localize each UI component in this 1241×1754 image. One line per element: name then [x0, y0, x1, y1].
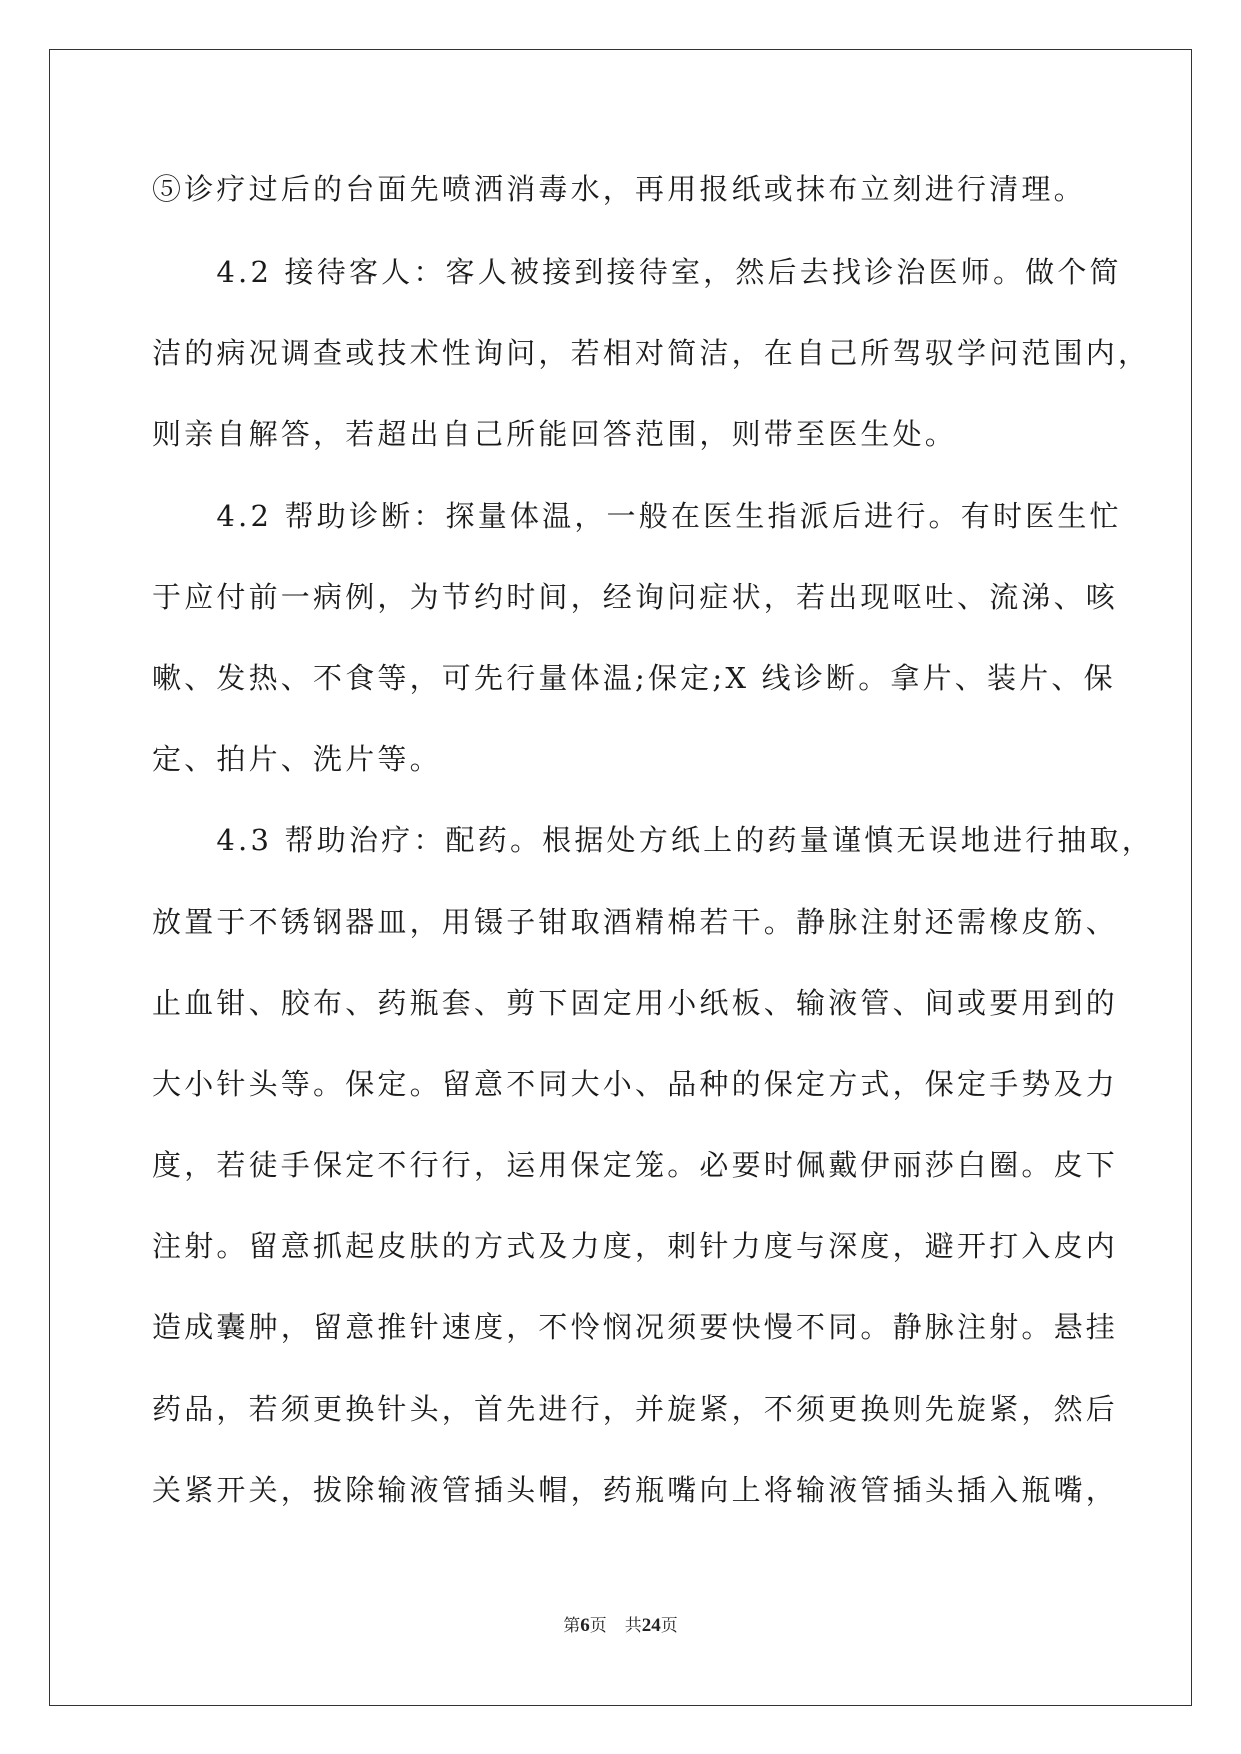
page-total: 24 — [641, 1615, 661, 1636]
page-border — [49, 49, 1192, 1706]
text-line: 定、拍片、洗片等。 — [152, 742, 442, 776]
text-line: 4.3 帮助治疗：配药。根据处方纸上的药量谨慎无误地进行抽取， — [152, 823, 1154, 857]
text-line: 度，若徒手保定不行行，运用保定笼。必要时佩戴伊丽莎白圈。皮下 — [152, 1148, 1119, 1182]
text-line: 关紧开关，拔除输液管插头帽，药瓶嘴向上将输液管插头插入瓶嘴， — [152, 1473, 1119, 1507]
text-line: ⑤诊疗过后的台面先喷洒消毒水，再用报纸或抹布立刻进行清理。 — [152, 172, 1086, 206]
text-line: 4.2 帮助诊断：探量体温，一般在医生指派后进行。有时医生忙 — [152, 499, 1122, 533]
text-line: 于应付前一病例，为节约时间，经询问症状，若出现呕吐、流涕、咳 — [152, 580, 1119, 614]
text-line: 注射。留意抓起皮肤的方式及力度，刺针力度与深度，避开打入皮内 — [152, 1229, 1119, 1263]
text-line: 造成囊肿，留意推针速度，不怜悯况须要快慢不同。静脉注射。悬挂 — [152, 1310, 1119, 1344]
text-line: 药品，若须更换针头，首先进行，并旋紧，不须更换则先旋紧，然后 — [152, 1392, 1119, 1426]
text-line: 嗽、发热、不食等，可先行量体温;保定;X 线诊断。拿片、装片、保 — [152, 661, 1116, 695]
page-unit: 页 — [589, 1616, 607, 1636]
text-line: 放置于不锈钢器皿，用镊子钳取酒精棉若干。静脉注射还需橡皮筋、 — [152, 905, 1119, 939]
page-number: 6 — [580, 1615, 590, 1636]
text-line: 大小针头等。保定。留意不同大小、品种的保定方式，保定手势及力 — [152, 1067, 1119, 1101]
total-prefix: 共 — [624, 1616, 642, 1636]
text-line: 洁的病况调查或技术性询问，若相对简洁，在自己所驾驭学问范围内， — [152, 336, 1151, 370]
text-line: 止血钳、胶布、药瓶套、剪下固定用小纸板、输液管、间或要用到的 — [152, 986, 1119, 1020]
page-prefix: 第 — [563, 1616, 581, 1636]
text-line: 则亲自解答，若超出自己所能回答范围，则带至医生处。 — [152, 417, 958, 451]
total-unit: 页 — [660, 1616, 678, 1636]
text-line: 4.2 接待客人：客人被接到接待室，然后去找诊治医师。做个简 — [152, 255, 1122, 289]
page-footer — [0, 1614, 1241, 1638]
